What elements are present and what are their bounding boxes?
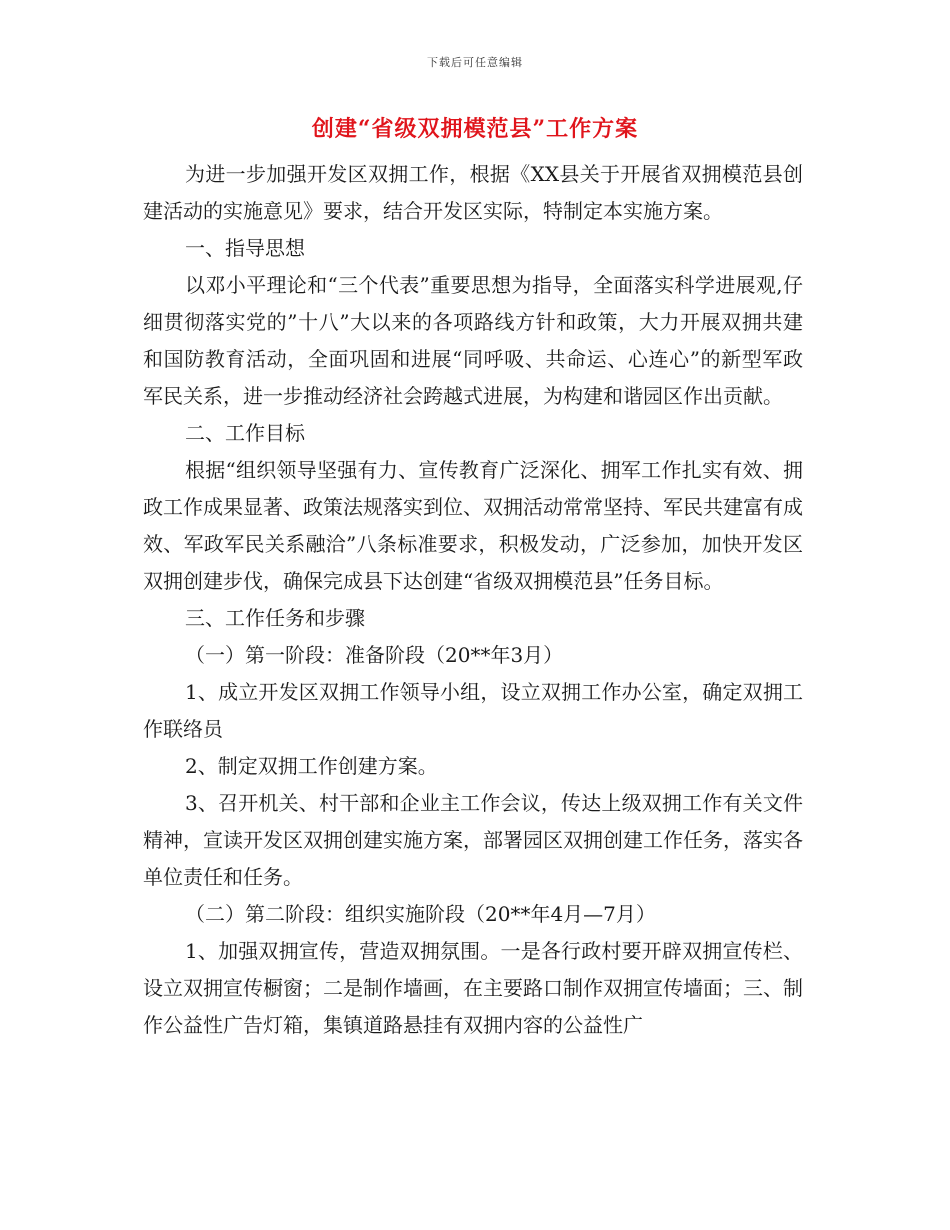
- document-title: 创建“省级双拥模范县”工作方案: [311, 116, 639, 142]
- work-goals-paragraph: 根据“组织领导坚强有力、宣传教育广泛深化、拥军工作扎实有效、拥政工作成果显著、政策法规落实到位、双拥活动常常坚持、军民共建富有成效、军政军民关系融洽”八条标准要求，积极发动，广泛参加，加快开发区双拥创建步伐，确保完成县下达创建“省级双拥模范县”任务目标。: [143, 458, 803, 593]
- section-heading-guiding-thought: 一、指导思想: [185, 236, 305, 260]
- intro-paragraph: 为进一步加强开发区双拥工作，根据《XX县关于开展省双拥模范县创建活动的实施意见》要求，结合开发区实际，特制定本实施方案。: [143, 162, 803, 223]
- stage-one-heading: （一）第一阶段：准备阶段（20**年3月）: [185, 643, 564, 667]
- stage-two-item-1: 1、加强双拥宣传，营造双拥氛围。一是各行政村要开辟双拥宣传栏、设立双拥宣传橱窗；二是制作墙画，在主要路口制作双拥宣传墙面；三、制作公益性广告灯箱，集镇道路悬挂有双拥内容的公益性广: [143, 939, 803, 1037]
- stage-one-item-1: 1、成立开发区双拥工作领导小组，设立双拥工作办公室，确定双拥工作联络员: [143, 680, 803, 741]
- section-heading-tasks-steps: 三、工作任务和步骤: [185, 606, 365, 630]
- stage-two-heading: （二）第二阶段：组织实施阶段（20**年4月—7月）: [185, 902, 656, 926]
- section-heading-work-goals: 二、工作目标: [185, 421, 305, 445]
- guiding-thought-paragraph: 以邓小平理论和“三个代表”重要思想为指导，全面落实科学进展观,仔细贯彻落实党的”十八”大以来的各项路线方针和政策，大力开展双拥共建和国防教育活动，全面巩固和进展“同呼吸、共命运、心连心”的新型军政军民关系，进一步推动经济社会跨越式进展，为构建和谐园区作出贡献。: [143, 273, 803, 408]
- document-body: [143, 156, 803, 1044]
- header-note: 下载后可任意编辑: [427, 56, 523, 69]
- stage-one-item-2: 2、制定双拥工作创建方案。: [185, 754, 438, 778]
- stage-one-item-3: 3、召开机关、村干部和企业主工作会议，传达上级双拥工作有关文件精神，宣读开发区双拥创建实施方案，部署园区双拥创建工作任务，落实各单位责任和任务。: [143, 791, 803, 889]
